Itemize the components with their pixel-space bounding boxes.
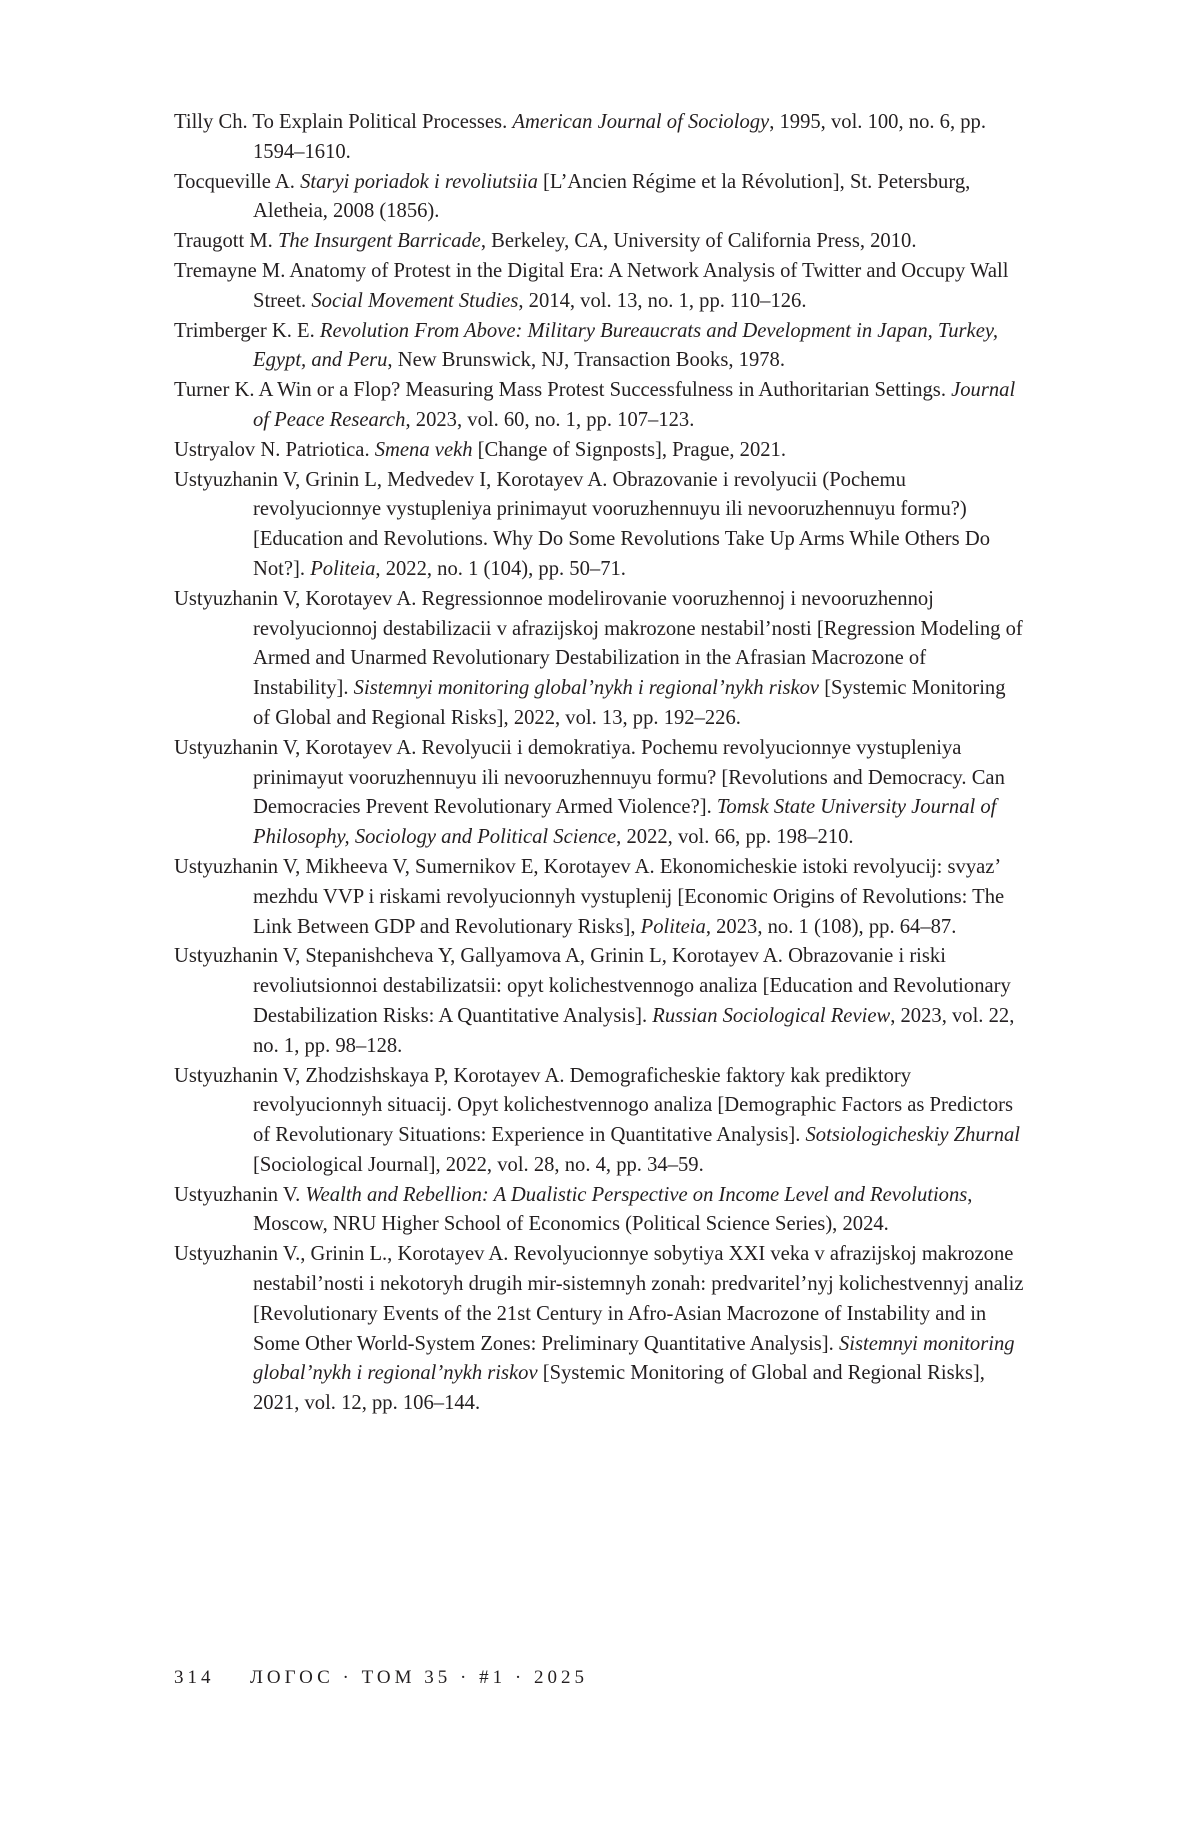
reference-source-title: Sotsiologicheskiy Zhurnal [805,1124,1021,1147]
page-footer [174,1667,588,1689]
reference-source-title: Smena vekh [374,438,473,461]
reference-source-title: Revolution From Above: Military Bureaucrats and Development in Japan, Turkey, Egypt, and Peru [253,319,998,372]
reference-item: Ustyuzhanin V, Mikheeva V, Sumernikov E, Korotayev A. Ekonomicheskie istoki revolyucij: svyaz’ mezhdu VVP i riskami revolyucionnyh vystuplenij [Economic Origins of Revolutions: The Link Between GDP and Revolutionary Risks], Politeia, 2023, no. 1 (108), pp. 64–87. [174,855,1005,938]
reference-source-title: Politeia [640,915,706,938]
reference-item: Ustyuzhanin V, Stepanishcheva Y, Gallyamova A, Grinin L, Korotayev A. Obrazovanie i riski revoliutsionnoi destabilizatsii: opyt kolichestvennogo analiza [Education and Revolutionary Destabilization Risks: A Quantitative Analysis]. Russian Sociological Review, 2023, vol. 22, no. 1, pp. 98–128. [174,945,1015,1057]
reference-source-title: Social Movement Studies [311,289,519,312]
reference-source-title: Sistemnyi monitoring global’nykh i regional’nykh riskov [253,1332,1015,1385]
reference-item: Tilly Ch. To Explain Political Processes. American Journal of Sociology, 1995, vol. 100, no. 6, pp. 1594–1610. [174,111,986,163]
reference-item: Ustyuzhanin V, Korotayev A. Revolyucii i demokratiya. Pochemu revolyucionnye vystupleniya prinimayut vooruzhennuyu ili nevooruzhennuyu formu? [Revolutions and Democracy. Can Democracies Prevent Revolutionary Armed Violence?]. Tomsk State University Journal of Philosophy, Sociology and Political Science, 2022, vol. 66, pp. 198–210. [174,736,1005,849]
reference-source-title: Tomsk State University Journal of Philosophy, Sociology and Political Science [253,796,997,849]
reference-item: Ustyuzhanin V. Wealth and Rebellion: A Dualistic Perspective on Income Level and Revolutions, Moscow, NRU Higher School of Economics (Political Science Series), 2024. [174,1183,973,1236]
reference-list [174,108,1026,1419]
page-number: 314 [174,1667,215,1688]
reference-item: Trimberger K. E. Revolution From Above: Military Bureaucrats and Development in Japan, Turkey, Egypt, and Peru, New Brunswick, NJ, Transaction Books, 1978. [174,319,998,372]
reference-item: Traugott M. The Insurgent Barricade, Berkeley, CA, University of California Press, 2010. [174,230,917,253]
reference-item: Ustryalov N. Patriotica. Smena vekh [Change of Signposts], Prague, 2021. [174,438,786,461]
reference-item: Ustyuzhanin V, Zhodzishskaya P, Korotayev A. Demograficheskie faktory kak prediktory revolyucionnyh situacij. Opyt kolichestvennogo analiza [Demographic Factors as Predictors of Revolutionary Situations: Experience in Quantitative Analysis]. Sotsiologicheskiy Zhurnal [Sociological Journal], 2022, vol. 28, no. 4, pp. 34–59. [174,1064,1021,1176]
reference-item: Tremayne M. Anatomy of Protest in the Digital Era: A Network Analysis of Twitter and Occupy Wall Street. Social Movement Studies, 2014, vol. 13, no. 1, pp. 110–126. [174,259,1009,312]
reference-source-title: American Journal of Sociology [512,111,770,133]
reference-source-title: Wealth and Rebellion: A Dualistic Perspective on Income Level and Revolutions [305,1183,968,1206]
reference-source-title: Journal of Peace Research [253,379,1016,431]
reference-source-title: Sistemnyi monitoring global’nykh i regional’nykh riskov [353,677,820,700]
reference-item: Ustyuzhanin V, Grinin L, Medvedev I, Korotayev A. Obrazovanie i revolyucii (Pochemu revolyucionnye vystupleniya prinimayut vooruzhennuyu ili nevooruzhennuyu formu?) [Education and Revolutions. Why Do Some Revolutions Take Up Arms While Others Do Not?]. Politeia, 2022, no. 1 (104), pp. 50–71. [174,468,990,580]
reference-source-title: Politeia [310,557,376,580]
running-head: ЛОГОС · ТОМ 35 · #1 · 2025 [250,1667,588,1688]
reference-item: Tocqueville A. Staryi poriadok i revoliutsiia [L’Ancien Régime et la Révolution], St. Petersburg, Aletheia, 2008 (1856). [174,170,971,223]
reference-source-title: Russian Sociological Review [652,1004,891,1027]
reference-item: Ustyuzhanin V, Korotayev A. Regressionnoe modelirovanie vooruzhennoj i nevooruzhennoj revolyucionnoj destabilizacii v afrazijskoj makrozone nestabil’nosti [Regression Modeling of Armed and Unarmed Revolutionary Destabilization in the Afrasian Macrozone of Instability]. Sistemnyi monitoring global’nykh i regional’nykh riskov [Systemic Monitoring of Global and Regional Risks], 2022, vol. 13, pp. 192–226. [174,587,1023,729]
reference-source-title: The Insurgent Barricade [277,230,481,253]
reference-source-title: Staryi poriadok i revoliutsiia [300,170,538,193]
reference-item: Ustyuzhanin V., Grinin L., Korotayev A. Revolyucionnye sobytiya XXI veka v afrazijskoj makrozone nestabil’nosti i nekotoryh drugih mir-sistemnyh zonah: predvaritel’nyj kolichestvennyj analiz [Revolutionary Events of the 21st Century in Afro-Asian Macrozone of Instability and in Some Other World-System Zones: Preliminary Quantitative Analysis]. Sistemnyi monitoring global’nykh i regional’nykh riskov [Systemic Monitoring of Global and Regional Risks], 2021, vol. 12, pp. 106–144. [174,1243,1024,1415]
reference-item: Turner K. A Win or a Flop? Measuring Mass Protest Successfulness in Authoritarian Settings. Journal of Peace Research, 2023, vol. 60, no. 1, pp. 107–123. [174,379,1016,431]
